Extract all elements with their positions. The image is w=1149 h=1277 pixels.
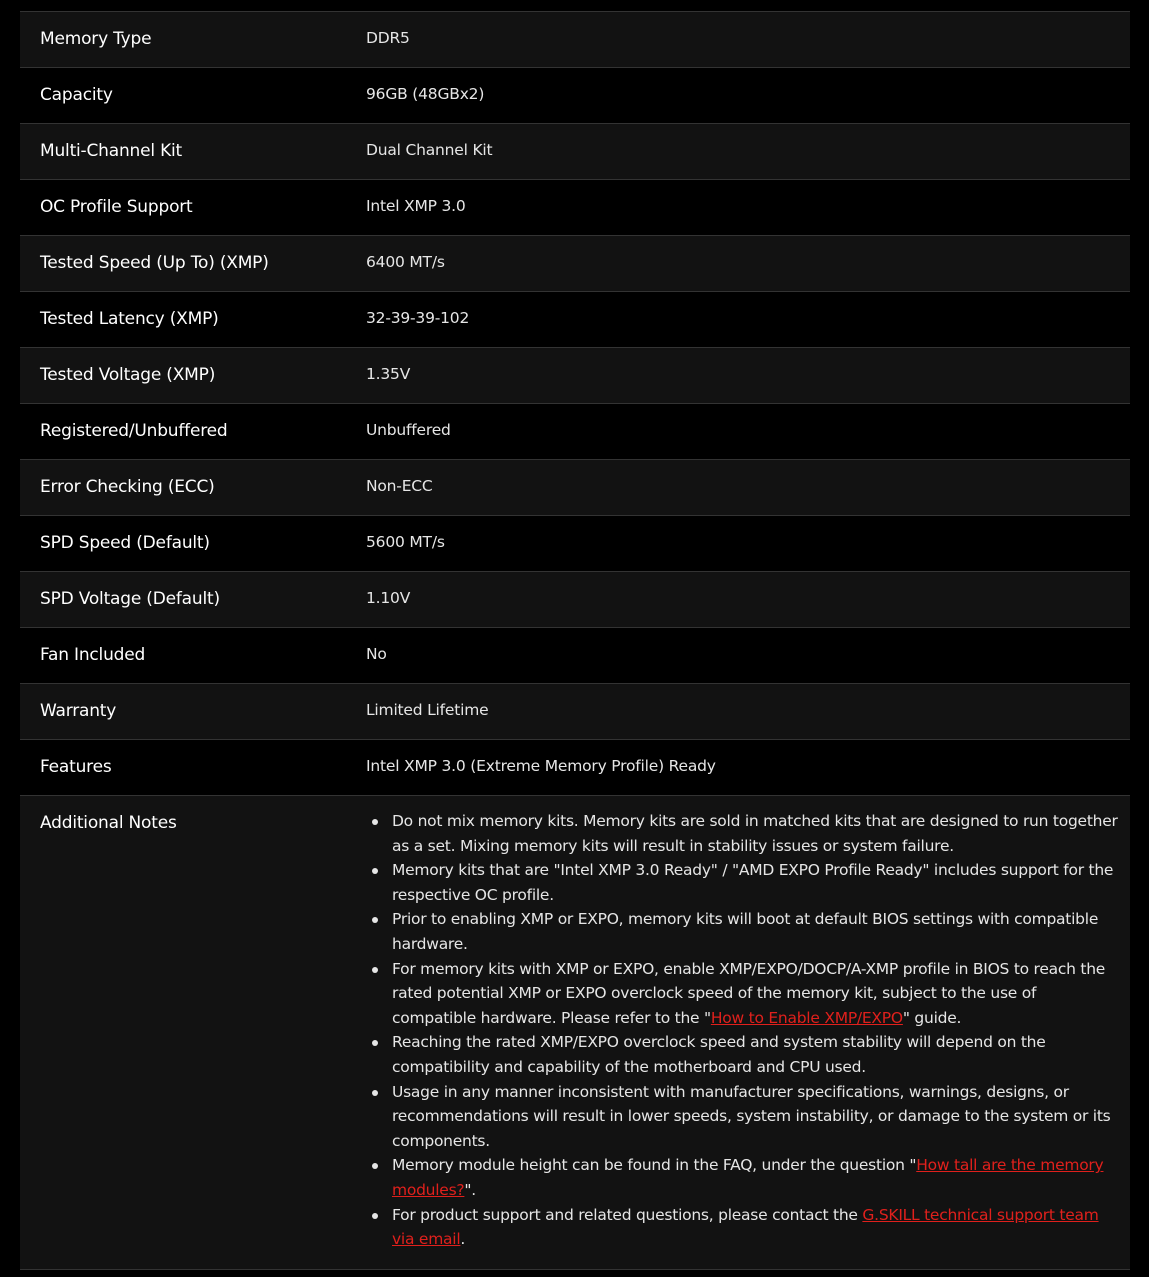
- spec-label: Error Checking (ECC): [40, 477, 215, 497]
- spec-row-fan-included: [20, 628, 1130, 684]
- spec-row-spd-voltage: [20, 572, 1130, 628]
- note-item: [392, 1030, 1122, 1079]
- spec-value: 96GB (48GBx2): [366, 85, 485, 103]
- note-text: .: [460, 1230, 466, 1249]
- technical-support-email-link[interactable]: G.SKILL technical support team via email: [392, 1205, 1099, 1249]
- spec-label: Multi-Channel Kit: [40, 141, 183, 161]
- spec-label: Fan Included: [40, 645, 146, 665]
- bullet-icon: [372, 868, 378, 874]
- note-item: [392, 809, 1122, 858]
- note-item: [392, 957, 1122, 1031]
- spec-label: Warranty: [40, 701, 117, 721]
- note-text: For memory kits with XMP or EXPO, enable XMP/EXPO/DOCP/A-XMP profile in BIOS to reach the rated potential XMP or EXPO overclock speed of the memory kit, subject to the use of compatible hardware. Please refer to the ": [392, 959, 1106, 1027]
- spec-value: 1.10V: [366, 589, 411, 607]
- spec-label: Registered/Unbuffered: [40, 421, 228, 441]
- spec-label: Tested Latency (XMP): [40, 309, 219, 329]
- spec-value: 32-39-39-102: [366, 309, 470, 327]
- spec-row-tested-latency: [20, 292, 1130, 348]
- note-text: Do not mix memory kits. Memory kits are sold in matched kits that are designed to run together as a set. Mixing memory kits will result in stability issues or system failure.: [392, 812, 1118, 855]
- note-text: ".: [464, 1180, 476, 1199]
- spec-row-error-checking: [20, 460, 1130, 516]
- spec-row-capacity: [20, 68, 1130, 124]
- spec-row-tested-voltage: [20, 348, 1130, 404]
- note-text: Usage in any manner inconsistent with manufacturer specifications, warnings, designs, or recommendations will result in lower speeds, system instability, or damage to the system or its components.: [392, 1082, 1111, 1150]
- specifications-table: [20, 11, 1130, 1270]
- note-item: [392, 1153, 1122, 1202]
- spec-value: Intel XMP 3.0: [366, 197, 466, 215]
- spec-label: OC Profile Support: [40, 197, 193, 217]
- notes-list: [366, 796, 1130, 1269]
- spec-label: Tested Speed (Up To) (XMP): [40, 253, 269, 273]
- spec-label: Tested Voltage (XMP): [40, 365, 216, 385]
- spec-value: DDR5: [366, 29, 410, 47]
- note-text: Reaching the rated XMP/EXPO overclock speed and system stability will depend on the compatibility and capability of the motherboard and CPU used.: [392, 1033, 1046, 1076]
- spec-row-memory-type: [20, 12, 1130, 68]
- note-text: Prior to enabling XMP or EXPO, memory kits will boot at default BIOS settings with compatible hardware.: [392, 910, 1099, 953]
- spec-value: 1.35V: [366, 365, 411, 383]
- spec-value: 6400 MT/s: [366, 253, 445, 271]
- spec-value: No: [366, 645, 387, 663]
- note-text: Memory module height can be found in the FAQ, under the question ": [392, 1156, 917, 1175]
- spec-row-spd-speed: [20, 516, 1130, 572]
- spec-label: SPD Voltage (Default): [40, 589, 220, 609]
- spec-label: Capacity: [40, 85, 113, 105]
- bullet-icon: [372, 1090, 378, 1096]
- note-item: [392, 858, 1122, 907]
- spec-row-oc-profile-support: [20, 180, 1130, 236]
- note-text: " guide.: [902, 1008, 962, 1027]
- spec-row-features: [20, 740, 1130, 796]
- note-item: [392, 1203, 1122, 1252]
- memory-module-height-faq-link[interactable]: How tall are the memory modules?: [392, 1156, 1104, 1199]
- spec-row-additional-notes: [20, 796, 1130, 1270]
- note-item: [392, 907, 1122, 956]
- spec-label: Memory Type: [40, 29, 152, 49]
- spec-value: Dual Channel Kit: [366, 141, 493, 159]
- bullet-icon: [372, 917, 378, 923]
- bullet-icon: [372, 1040, 378, 1046]
- spec-label: SPD Speed (Default): [40, 533, 210, 553]
- spec-value: Unbuffered: [366, 421, 451, 439]
- spec-value: 5600 MT/s: [366, 533, 445, 551]
- bullet-icon: [372, 1213, 378, 1219]
- spec-value: Non-ECC: [366, 477, 433, 495]
- bullet-icon: [372, 819, 378, 825]
- spec-label: Additional Notes: [40, 813, 177, 833]
- note-text: Memory kits that are "Intel XMP 3.0 Ready" / "AMD EXPO Profile Ready" includes support for the respective OC profile.: [392, 861, 1114, 904]
- spec-label: Features: [40, 757, 112, 777]
- spec-row-warranty: [20, 684, 1130, 740]
- spec-value: Limited Lifetime: [366, 701, 489, 719]
- spec-row-tested-speed: [20, 236, 1130, 292]
- bullet-icon: [372, 1163, 378, 1169]
- how-to-enable-xmp-expo-link[interactable]: How to Enable XMP/EXPO: [710, 1008, 903, 1027]
- note-item: [392, 1080, 1122, 1154]
- spec-row-registered-unbuffered: [20, 404, 1130, 460]
- note-text: For product support and related questions, please contact the: [392, 1205, 863, 1224]
- bullet-icon: [372, 967, 378, 973]
- spec-row-multi-channel-kit: [20, 124, 1130, 180]
- spec-value: Intel XMP 3.0 (Extreme Memory Profile) Ready: [366, 757, 716, 775]
